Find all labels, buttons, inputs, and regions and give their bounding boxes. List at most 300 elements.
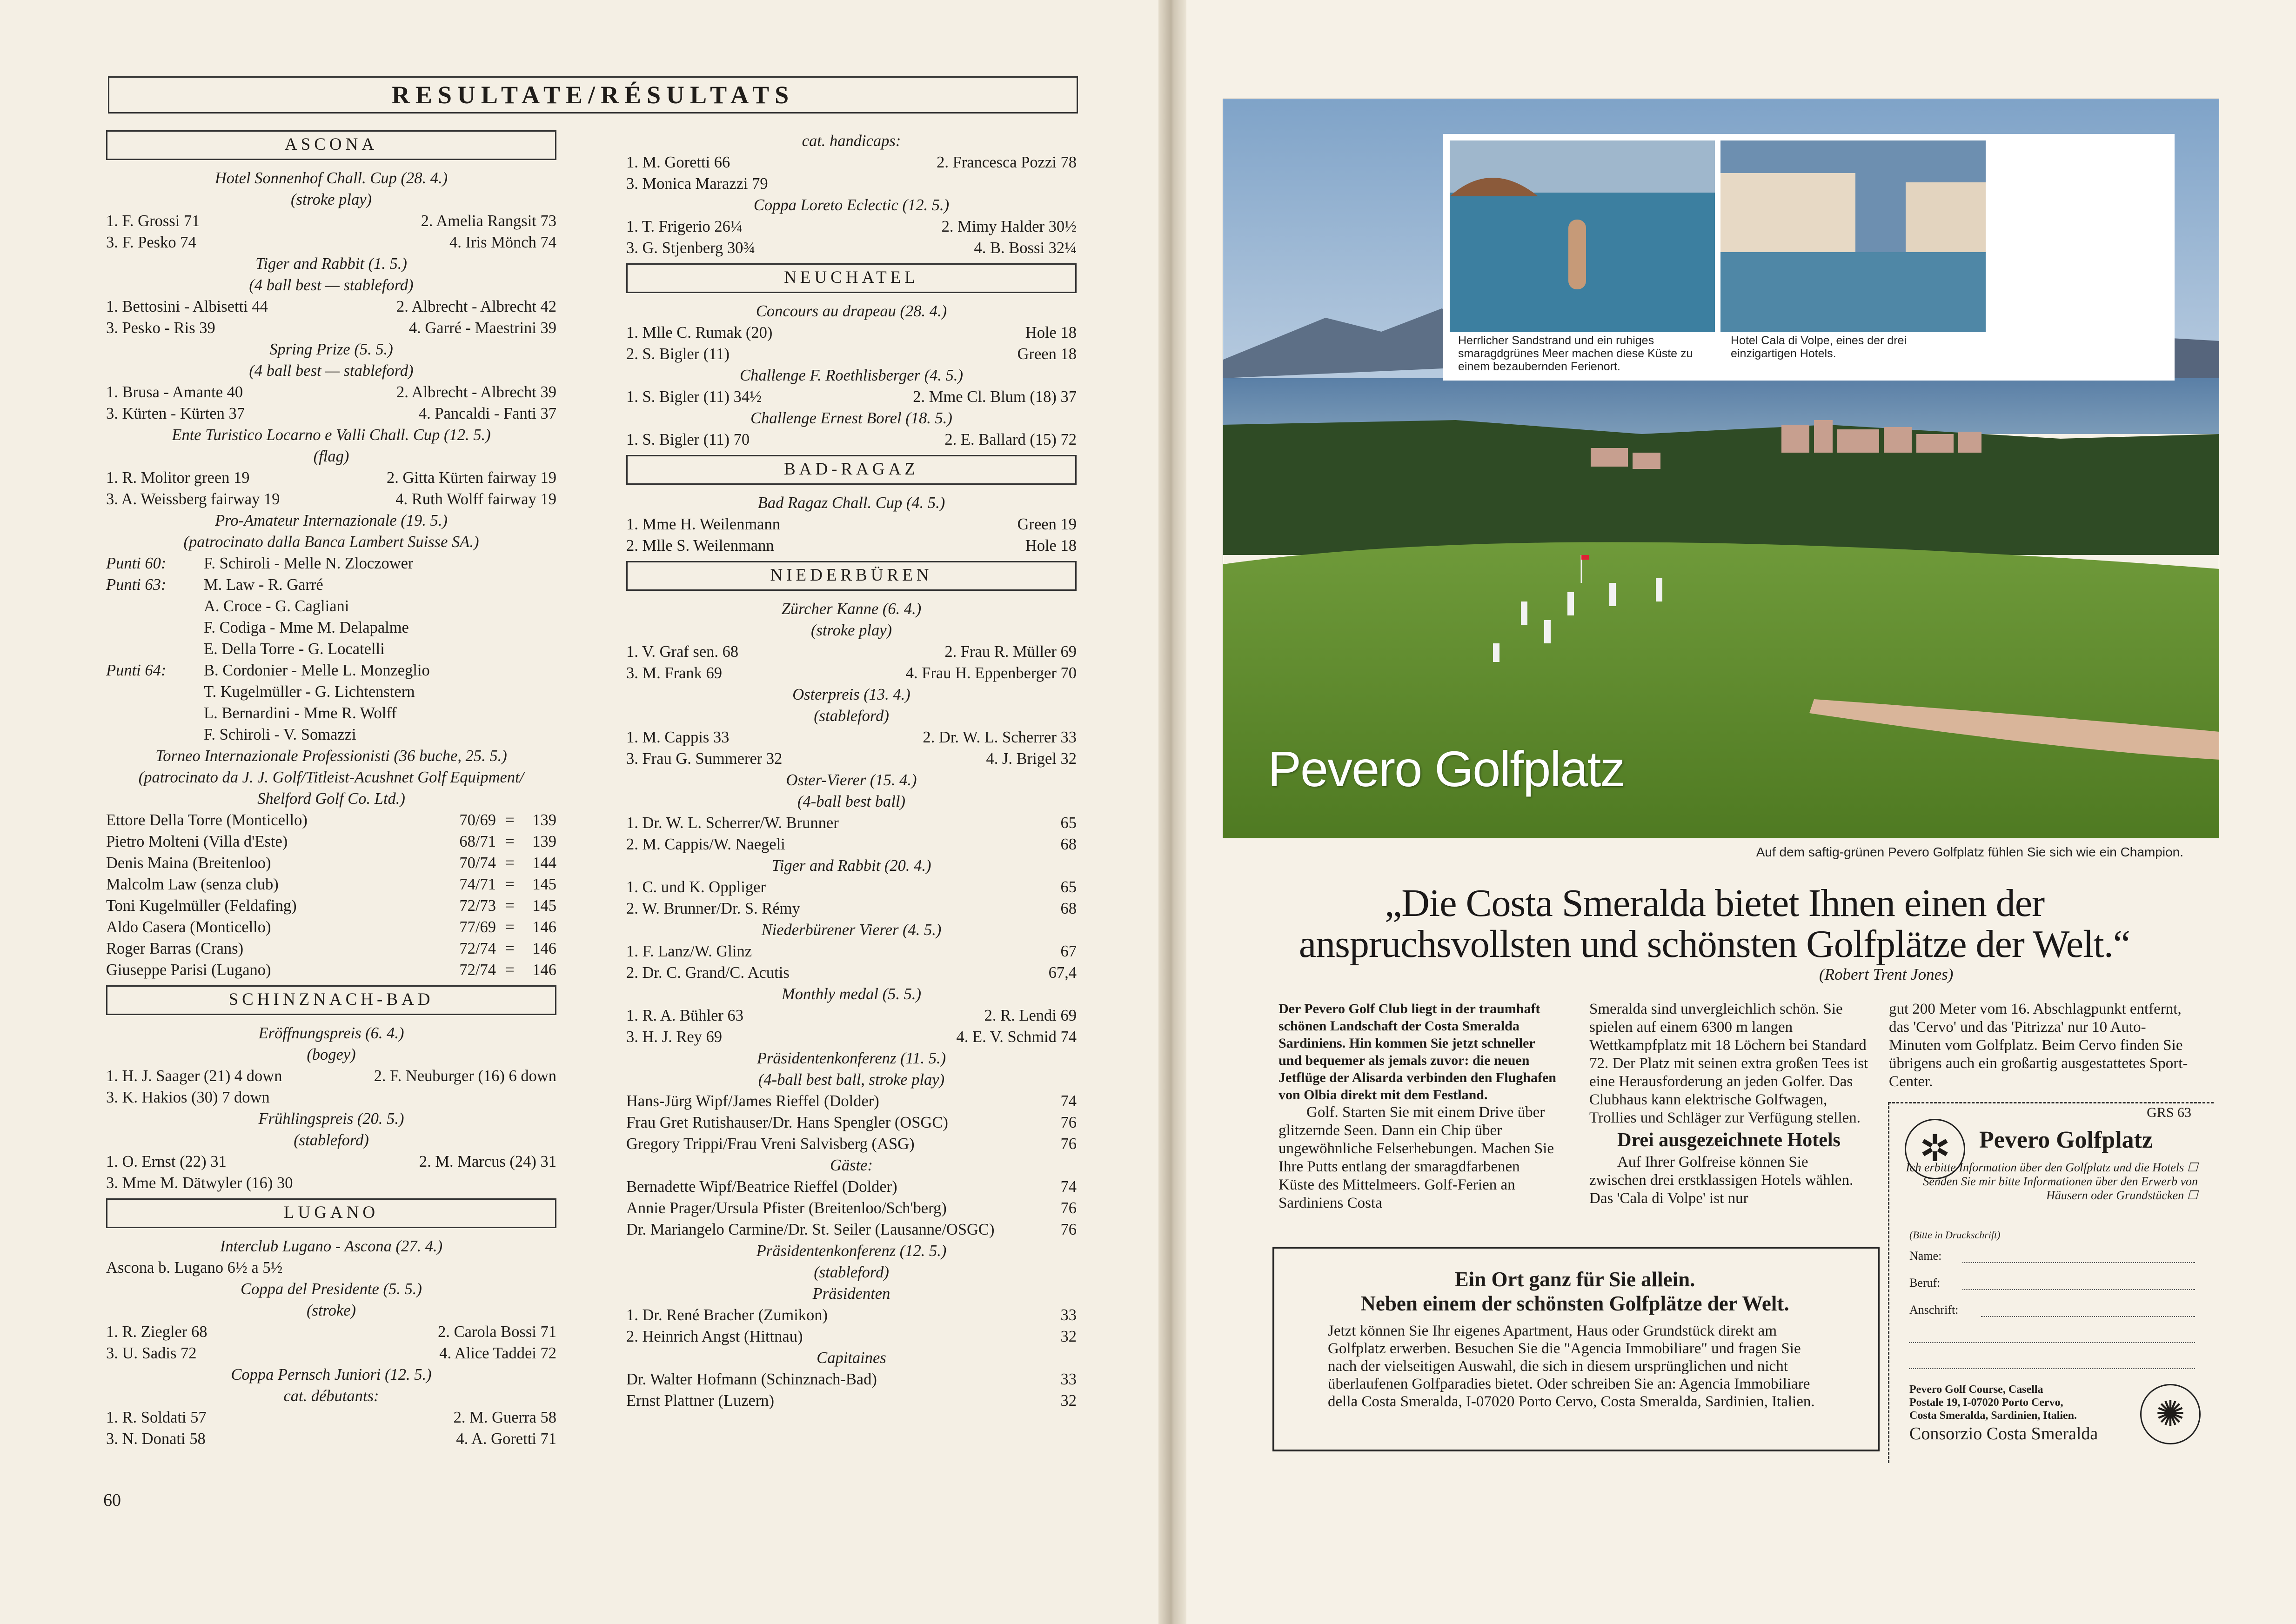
page-number: 60 bbox=[103, 1490, 121, 1510]
group-label: Präsidenten bbox=[812, 1285, 890, 1303]
result-left: 1. R. A. Bühler 63 bbox=[626, 1007, 744, 1024]
result-left: 1. H. J. Saager (21) 4 down bbox=[106, 1067, 282, 1085]
rounds: 70/69 bbox=[459, 811, 496, 829]
total: 146 bbox=[532, 940, 556, 957]
result-right: 4. Alice Taddei 72 bbox=[439, 1344, 556, 1362]
result-row bbox=[626, 898, 1077, 919]
rounds: 72/74 bbox=[459, 961, 496, 979]
pro-am-row bbox=[106, 617, 556, 638]
result-right: 4. Frau H. Eppenberger 70 bbox=[905, 664, 1077, 682]
photo-caption: Auf dem saftig-grünen Pevero Golfplatz fühlen Sie sich wie ein Champion. bbox=[1756, 845, 2183, 859]
result-row bbox=[626, 1197, 1077, 1219]
result-row bbox=[626, 962, 1077, 983]
result-right: 68 bbox=[1060, 900, 1077, 917]
real-estate-box bbox=[1272, 1247, 1880, 1451]
result-row bbox=[626, 727, 1077, 748]
result-row bbox=[626, 514, 1077, 535]
result-right: 33 bbox=[1060, 1370, 1077, 1388]
inset-hotel-building bbox=[1720, 173, 1855, 252]
section-header-schinznach: SCHINZNACH-BAD bbox=[106, 985, 556, 1015]
score-row bbox=[106, 809, 556, 831]
result-left: 1. Brusa - Amante 40 bbox=[106, 383, 243, 401]
result-right: 76 bbox=[1060, 1199, 1077, 1217]
page-title: RESULTATE/RÉSULTATS bbox=[108, 76, 1078, 114]
result-row bbox=[626, 343, 1077, 365]
name-field[interactable] bbox=[1962, 1262, 2195, 1263]
box-text: Jetzt können Sie Ihr eigenes Apartment, Haus oder Grundstück direkt am Golfplatz erwerben. Besuchen Sie die "Agencia Immobiliare" und fragen Sie nach der vielseitigen Auswahl, die sich in diesem ursprünglichen und nicht überlaufenen Golfparadies bietet. Oder schreiben Sie an: Agencia Immobiliare della Costa Smeralda, I-07020 Porto Cervo, Costa Smeralda, Sardinien, Italien. bbox=[1328, 1323, 1815, 1410]
equals: = bbox=[505, 897, 515, 915]
result-left: 2. W. Brunner/Dr. S. Rémy bbox=[626, 900, 800, 917]
result-right: Green 19 bbox=[1017, 515, 1077, 533]
beruf-field-label: Beruf: bbox=[1909, 1276, 1941, 1290]
points-label: Punti 60: bbox=[106, 555, 167, 572]
section-header-neuchatel: NEUCHATEL bbox=[626, 263, 1077, 293]
event-title: Interclub Lugano - Ascona (27. 4.) bbox=[220, 1237, 443, 1255]
result-left: 3. A. Weissberg fairway 19 bbox=[106, 490, 280, 508]
event-title: Niederbürener Vierer (4. 5.) bbox=[761, 921, 942, 939]
player: Pietro Molteni (Villa d'Este) bbox=[106, 833, 288, 850]
event-title: Coppa del Presidente (5. 5.) bbox=[241, 1280, 422, 1298]
player: Aldo Casera (Monticello) bbox=[106, 918, 271, 936]
result-left: 1. Mme H. Weilenmann bbox=[626, 515, 780, 533]
result-left: Frau Gret Rutishauser/Dr. Hans Spengler (OSGC) bbox=[626, 1114, 948, 1131]
result-left: 1. S. Bigler (11) 34½ bbox=[626, 388, 762, 406]
coupon-request: Ich erbitte Information über den Golfplatz und die Hotels ☐ Senden Sie mir bitte Informationen über den Erwerb von Häusern oder Grundstücken ☐ bbox=[1906, 1161, 2198, 1202]
event-title: Torneo Internazionale Professionisti (36 buche, 25. 5.) bbox=[155, 747, 507, 765]
result-row bbox=[626, 834, 1077, 855]
result-left: 1. M. Cappis 33 bbox=[626, 728, 730, 746]
result-row bbox=[106, 488, 556, 510]
event-sponsor: (patrocinato da J. J. Golf/Titleist-Acushnet Golf Equipment/ bbox=[138, 769, 524, 786]
event-title: Tiger and Rabbit (1. 5.) bbox=[255, 255, 407, 273]
result-row bbox=[626, 173, 1077, 194]
result-row bbox=[106, 1407, 556, 1428]
result-row bbox=[106, 1321, 556, 1343]
result-left: 1. Mlle C. Rumak (20) bbox=[626, 324, 773, 341]
result-left: Hans-Jürg Wipf/James Rieffel (Dolder) bbox=[626, 1092, 879, 1110]
result-right: 33 bbox=[1060, 1306, 1077, 1324]
beruf-field[interactable] bbox=[1962, 1289, 2195, 1290]
result-right: 2. Mme Cl. Blum (18) 37 bbox=[913, 388, 1077, 406]
result-left: Dr. Walter Hofmann (Schinznach-Bad) bbox=[626, 1370, 877, 1388]
points-label bbox=[106, 595, 204, 617]
pro-am-row bbox=[106, 595, 556, 617]
inset-beach-caption: Herrlicher Sandstrand und ein ruhiges smaragdgrünes Meer machen diese Küste zu einem bezaubernden Ferienort. bbox=[1458, 334, 1693, 373]
result-right: 4. Ruth Wolff fairway 19 bbox=[395, 490, 556, 508]
result-right: 32 bbox=[1060, 1392, 1077, 1410]
result-row bbox=[106, 296, 556, 317]
result-right: 2. Frau R. Müller 69 bbox=[944, 643, 1077, 661]
equals: = bbox=[505, 875, 515, 893]
result-row bbox=[106, 1257, 556, 1278]
result-left: 1. F. Lanz/W. Glinz bbox=[626, 942, 752, 960]
result-left: Ascona b. Lugano 6½ a 5½ bbox=[106, 1259, 283, 1276]
result-left: 1. R. Ziegler 68 bbox=[106, 1323, 208, 1341]
player: Denis Maina (Breitenloo) bbox=[106, 854, 271, 872]
equals: = bbox=[505, 811, 515, 829]
player: Malcolm Law (senza club) bbox=[106, 875, 279, 893]
score-row bbox=[106, 938, 556, 959]
event-format: (stableford) bbox=[814, 707, 889, 725]
result-right: Hole 18 bbox=[1025, 537, 1077, 555]
result-left: Gregory Trippi/Frau Vreni Salvisberg (ASG) bbox=[626, 1135, 915, 1153]
ad-body-2: Smeralda sind unvergleichlich schön. Sie spielen auf einem 6300 m langen Wettkampfplatz mit 18 Löchern bei Standard 72. Der Platz mit seinen extra großen Tees ist eine Herausforderung an jeden Golfer. Das Clubhaus kann elektrische Golfwagen, Trollies und Schläger zur Verfügung stellen. bbox=[1589, 1001, 1868, 1126]
pro-am-row bbox=[106, 702, 556, 724]
ad-intro: Der Pevero Golf Club liegt in der traumhaft schönen Landschaft der Costa Smeralda Sardiniens. Hin kommen Sie jetzt schneller und bequemer als jemals zuvor: die neuen Jetflüge der Alisarda verbinden den Flughafen von Olbia direkt mit dem Festland. bbox=[1279, 1001, 1556, 1103]
score-row bbox=[106, 959, 556, 981]
result-right: 4. E. V. Schmid 74 bbox=[956, 1028, 1077, 1046]
result-row bbox=[106, 1151, 556, 1172]
pro-am-row bbox=[106, 638, 556, 660]
pro-am-row bbox=[106, 574, 556, 595]
quote-line-1: „Die Costa Smeralda bietet Ihnen einen der bbox=[1384, 882, 2045, 925]
result-right: 67 bbox=[1060, 942, 1077, 960]
result-left: 3. G. Stjenberg 30¾ bbox=[626, 239, 756, 257]
event-title: Präsidentenkonferenz (12. 5.) bbox=[756, 1242, 947, 1260]
event-format: (4-ball best ball) bbox=[797, 793, 905, 810]
result-left: 1. O. Ernst (22) 31 bbox=[106, 1153, 227, 1170]
event-title: Frühlingspreis (20. 5.) bbox=[258, 1110, 404, 1128]
coupon-print-hint: (Bitte in Druckschrift) bbox=[1909, 1229, 2001, 1241]
total: 139 bbox=[532, 811, 556, 829]
result-row bbox=[626, 237, 1077, 259]
result-right: 2. R. Lendi 69 bbox=[984, 1007, 1077, 1024]
event-format: (4-ball best ball, stroke play) bbox=[758, 1071, 945, 1089]
ad-body-1: Golf. Starten Sie mit einem Drive über glitzernde Seen. Dann ein Chip über ungewöhnliche Felserhebungen. Machen Sie Ihre Putts entlang der smaragdfarbenen Küste des Mittelmeers. Golf-Ferien an Sardiniens Costa bbox=[1279, 1104, 1554, 1211]
result-row bbox=[626, 535, 1077, 556]
name-field-label: Name: bbox=[1909, 1249, 1942, 1263]
points-label: Punti 63: bbox=[106, 576, 167, 594]
result-left: 3. F. Pesko 74 bbox=[106, 234, 196, 251]
points-label bbox=[106, 681, 204, 702]
event-format: cat. débutants: bbox=[283, 1387, 379, 1405]
rounds: 68/71 bbox=[459, 833, 496, 850]
coupon-address-line-3: Costa Smeralda, Sardinien, Italien. bbox=[1909, 1410, 2077, 1422]
pair-names: E. Della Torre - G. Locatelli bbox=[204, 640, 385, 658]
event-format: (stableford) bbox=[294, 1131, 369, 1149]
event-title: Coppa Loreto Eclectic (12. 5.) bbox=[753, 196, 950, 214]
pro-am-list bbox=[106, 553, 556, 745]
event-title: Concours au drapeau (28. 4.) bbox=[756, 302, 947, 320]
ad-body-3: Auf Ihrer Golfreise können Sie zwischen drei erstklassigen Hotels wählen. Das 'Cala di Volpe' ist nur bbox=[1589, 1154, 1854, 1207]
result-right: 4. J. Brigel 32 bbox=[986, 750, 1077, 768]
event-format: (stroke play) bbox=[290, 191, 372, 208]
score-row bbox=[106, 895, 556, 916]
result-row bbox=[626, 1005, 1077, 1026]
event-format: (stroke play) bbox=[810, 622, 892, 639]
result-right: 2. Carola Bossi 71 bbox=[438, 1323, 556, 1341]
total: 145 bbox=[532, 875, 556, 893]
result-left: 3. N. Donati 58 bbox=[106, 1430, 206, 1448]
result-row bbox=[106, 381, 556, 403]
result-row bbox=[626, 641, 1077, 662]
result-left: Dr. Mariangelo Carmine/Dr. St. Seiler (Lausanne/OSGC) bbox=[626, 1221, 995, 1238]
section-header-bad-ragaz: BAD-RAGAZ bbox=[626, 455, 1077, 485]
result-left: Annie Prager/Ursula Pfister (Breitenloo/Sch'berg) bbox=[626, 1199, 947, 1217]
ad-hotels-heading: Drei ausgezeichnete Hotels bbox=[1617, 1129, 1841, 1151]
result-row bbox=[106, 1065, 556, 1087]
score-row bbox=[106, 852, 556, 874]
result-row bbox=[626, 1390, 1077, 1411]
result-row bbox=[626, 1369, 1077, 1390]
pair-names: T. Kugelmüller - G. Lichtenstern bbox=[204, 683, 415, 701]
result-left: 3. H. J. Rey 69 bbox=[626, 1028, 723, 1046]
result-row bbox=[626, 1219, 1077, 1240]
event-title: Tiger and Rabbit (20. 4.) bbox=[771, 857, 931, 875]
result-left: 1. Bettosini - Albisetti 44 bbox=[106, 298, 268, 315]
result-left: 1. F. Grossi 71 bbox=[106, 212, 200, 230]
player: Toni Kugelmüller (Feldafing) bbox=[106, 897, 297, 915]
box-title-2: Neben einem der schönsten Golfplätze der Welt. bbox=[1360, 1292, 1789, 1315]
total: 145 bbox=[532, 897, 556, 915]
event-title: Ente Turistico Locarno e Valli Chall. Cup (12. 5.) bbox=[172, 426, 491, 444]
points-label bbox=[106, 702, 204, 724]
pro-am-row bbox=[106, 724, 556, 745]
event-format: (stroke) bbox=[306, 1302, 356, 1319]
result-right: 2. M. Marcus (24) 31 bbox=[419, 1153, 556, 1170]
result-left: 1. Dr. W. L. Scherrer/W. Brunner bbox=[626, 814, 839, 832]
pro-am-row bbox=[106, 660, 556, 681]
coupon-address bbox=[1909, 1383, 2077, 1422]
event-title: Pro-Amateur Internazionale (19. 5.) bbox=[215, 512, 448, 529]
coupon-cut-line-vertical bbox=[1888, 1102, 1889, 1463]
result-left: 3. Kürten - Kürten 37 bbox=[106, 405, 245, 422]
result-left: 3. M. Frank 69 bbox=[626, 664, 723, 682]
result-row bbox=[626, 1304, 1077, 1326]
points-label bbox=[106, 617, 204, 638]
guests-label: Gäste: bbox=[830, 1156, 873, 1174]
event-format: (stableford) bbox=[814, 1263, 889, 1281]
event-title: Bad Ragaz Chall. Cup (4. 5.) bbox=[757, 494, 945, 512]
result-right: 65 bbox=[1060, 878, 1077, 896]
anschrift-field[interactable] bbox=[1981, 1316, 2195, 1317]
result-left: 2. Mlle S. Weilenmann bbox=[626, 537, 774, 555]
event-title: Eröffnungspreis (6. 4.) bbox=[258, 1024, 404, 1042]
equals: = bbox=[505, 961, 515, 979]
result-left: 1. R. Molitor green 19 bbox=[106, 469, 250, 487]
result-left: Ernst Plattner (Luzern) bbox=[626, 1392, 775, 1410]
event-format: (patrocinato dalla Banca Lambert Suisse SA.) bbox=[183, 533, 479, 551]
equals: = bbox=[505, 918, 515, 936]
result-row bbox=[626, 386, 1077, 408]
result-row bbox=[626, 1326, 1077, 1347]
inset-hotel-caption: Hotel Cala di Volpe, eines der drei einzigartigen Hotels. bbox=[1731, 334, 1907, 360]
result-row bbox=[106, 403, 556, 424]
result-right: 2. E. Ballard (15) 72 bbox=[944, 431, 1077, 448]
result-left: 1. V. Graf sen. 68 bbox=[626, 643, 739, 661]
result-left: 3. K. Hakios (30) 7 down bbox=[106, 1089, 270, 1106]
result-left: 3. U. Sadis 72 bbox=[106, 1344, 197, 1362]
inset-beach-swimmer bbox=[1568, 220, 1586, 289]
result-right: 4. A. Goretti 71 bbox=[456, 1430, 556, 1448]
event-title: Oster-Vierer (15. 4.) bbox=[786, 771, 917, 789]
points-label bbox=[106, 724, 204, 745]
ad-column-2 bbox=[1589, 1000, 1868, 1208]
quote-attribution: (Robert Trent Jones) bbox=[1819, 965, 1954, 983]
pair-names: B. Cordonier - Melle L. Monzeglio bbox=[204, 662, 430, 679]
result-right: 2. Francesca Pozzi 78 bbox=[937, 154, 1077, 171]
rounds: 77/69 bbox=[459, 918, 496, 936]
result-row bbox=[626, 1026, 1077, 1048]
result-left: 1. S. Bigler (11) 70 bbox=[626, 431, 750, 448]
total: 146 bbox=[532, 961, 556, 979]
reply-coupon[interactable] bbox=[1888, 1091, 2214, 1463]
result-row bbox=[626, 429, 1077, 450]
inset-hotel-water bbox=[1720, 252, 1986, 332]
points-label: Punti 64: bbox=[106, 662, 167, 679]
pair-names: F. Codiga - Mme M. Delapalme bbox=[204, 619, 409, 636]
result-right: 2. Albrecht - Albrecht 42 bbox=[396, 298, 556, 315]
result-right: 65 bbox=[1060, 814, 1077, 832]
result-row bbox=[106, 210, 556, 232]
book-gutter bbox=[1158, 0, 1186, 1624]
player: Roger Barras (Crans) bbox=[106, 940, 244, 957]
equals: = bbox=[505, 854, 515, 872]
event-title: Spring Prize (5. 5.) bbox=[269, 341, 393, 358]
event-format: cat. handicaps: bbox=[802, 132, 901, 150]
result-row bbox=[626, 1176, 1077, 1197]
ad-body-4: gut 200 Meter vom 16. Abschlagpunkt entfernt, das 'Cervo' und das 'Pitrizza' nur 10 Auto-Minuten vom Golfplatz. Beim Cervo finden Sie übrigens auch ein großartig ausgestattetes Sport-Center. bbox=[1889, 1001, 2188, 1090]
points-label bbox=[106, 638, 204, 660]
event-format: (4 ball best — stableford) bbox=[249, 362, 414, 380]
result-right: 32 bbox=[1060, 1328, 1077, 1345]
event-title: Zürcher Kanne (6. 4.) bbox=[781, 600, 922, 618]
result-right: 2. Albrecht - Albrecht 39 bbox=[396, 383, 556, 401]
result-right: 2. Mimy Halder 30½ bbox=[941, 218, 1077, 235]
rounds: 72/73 bbox=[459, 897, 496, 915]
result-right: 76 bbox=[1060, 1114, 1077, 1131]
group-label: Capitaines bbox=[817, 1349, 886, 1367]
event-title: Coppa Pernsch Juniori (12. 5.) bbox=[231, 1366, 432, 1383]
result-right: 4. B. Bossi 32¼ bbox=[974, 239, 1077, 257]
event-title: Osterpreis (13. 4.) bbox=[792, 686, 910, 703]
event-title: Challenge Ernest Borel (18. 5.) bbox=[750, 409, 952, 427]
result-right: 2. M. Guerra 58 bbox=[453, 1409, 556, 1426]
event-sponsor: Shelford Golf Co. Ltd.) bbox=[257, 790, 405, 808]
result-left: 3. Monica Marazzi 79 bbox=[626, 175, 768, 193]
results-column-1 bbox=[106, 130, 556, 1450]
result-left: 2. M. Cappis/W. Naegeli bbox=[626, 835, 785, 853]
anschrift-field-3[interactable] bbox=[1909, 1368, 2195, 1369]
result-row bbox=[106, 317, 556, 339]
event-format: (flag) bbox=[313, 448, 349, 465]
result-row bbox=[106, 1343, 556, 1364]
equals: = bbox=[505, 833, 515, 850]
player: Giuseppe Parisi (Lugano) bbox=[106, 961, 271, 979]
rounds: 74/71 bbox=[459, 875, 496, 893]
result-left: 3. Frau G. Summerer 32 bbox=[626, 750, 783, 768]
score-row bbox=[106, 916, 556, 938]
ad-column-3 bbox=[1889, 1000, 2196, 1091]
quote-line-2: anspruchsvollsten und schönsten Golfplätze der Welt.“ bbox=[1299, 922, 2130, 966]
pair-names: F. Schiroli - V. Somazzi bbox=[204, 726, 356, 743]
pro-scores-table bbox=[106, 809, 556, 981]
result-left: 2. Dr. C. Grand/C. Acutis bbox=[626, 964, 790, 982]
score-row bbox=[106, 874, 556, 895]
result-row bbox=[106, 232, 556, 253]
result-right: 74 bbox=[1060, 1092, 1077, 1110]
rounds: 72/74 bbox=[459, 940, 496, 957]
result-row bbox=[626, 216, 1077, 237]
result-left: 2. S. Bigler (11) bbox=[626, 345, 730, 363]
result-left: 1. M. Goretti 66 bbox=[626, 154, 730, 171]
result-row bbox=[106, 467, 556, 488]
result-left: 1. Dr. René Bracher (Zumikon) bbox=[626, 1306, 828, 1324]
consorzio-emblem-icon: ✺ bbox=[2140, 1384, 2201, 1444]
rounds: 70/74 bbox=[459, 854, 496, 872]
event-format: (4 ball best — stableford) bbox=[249, 276, 414, 294]
result-row bbox=[626, 322, 1077, 343]
event-title: Hotel Sonnenhof Chall. Cup (28. 4.) bbox=[214, 169, 448, 187]
event-format: (bogey) bbox=[307, 1046, 356, 1063]
result-left: Bernadette Wipf/Beatrice Rieffel (Dolder) bbox=[626, 1178, 897, 1196]
result-row bbox=[626, 1090, 1077, 1112]
pro-am-row bbox=[106, 553, 556, 574]
trees bbox=[1223, 420, 2219, 555]
result-right: 2. Gitta Kürten fairway 19 bbox=[386, 469, 556, 487]
result-left: 1. R. Soldati 57 bbox=[106, 1409, 207, 1426]
result-right: 4. Garré - Maestrini 39 bbox=[408, 319, 556, 337]
result-left: 2. Heinrich Angst (Hittnau) bbox=[626, 1328, 803, 1345]
result-right: 76 bbox=[1060, 1221, 1077, 1238]
pair-names: F. Schiroli - Melle N. Zloczower bbox=[204, 555, 414, 572]
result-left: 3. Pesko - Ris 39 bbox=[106, 319, 215, 337]
pevero-logo-icon: ✲ bbox=[1905, 1119, 1965, 1179]
result-right: 74 bbox=[1060, 1178, 1077, 1196]
result-row bbox=[106, 1087, 556, 1108]
pair-names: L. Bernardini - Mme R. Wolff bbox=[204, 704, 397, 722]
result-row bbox=[626, 662, 1077, 684]
pair-names: M. Law - R. Garré bbox=[204, 576, 323, 594]
result-left: 3. Mme M. Dätwyler (16) 30 bbox=[106, 1174, 293, 1192]
result-row bbox=[626, 1112, 1077, 1133]
pair-names: A. Croce - G. Cagliani bbox=[204, 597, 349, 615]
box-title-1: Ein Ort ganz für Sie allein. bbox=[1454, 1268, 1695, 1291]
result-right: 4. Iris Mönch 74 bbox=[449, 234, 556, 251]
result-row bbox=[106, 1172, 556, 1194]
result-right: 76 bbox=[1060, 1135, 1077, 1153]
equals: = bbox=[505, 940, 515, 957]
total: 146 bbox=[532, 918, 556, 936]
event-title: Monthly medal (5. 5.) bbox=[782, 985, 921, 1003]
result-row bbox=[626, 152, 1077, 173]
result-right: 2. Dr. W. L. Scherrer 33 bbox=[923, 728, 1077, 746]
total: 139 bbox=[532, 833, 556, 850]
player: Ettore Della Torre (Monticello) bbox=[106, 811, 308, 829]
result-row bbox=[626, 1133, 1077, 1155]
result-row bbox=[626, 941, 1077, 962]
coupon-address-line-1: Pevero Golf Course, Casella bbox=[1909, 1383, 2043, 1396]
ad-column-1 bbox=[1279, 1000, 1558, 1212]
section-header-ascona: ASCONA bbox=[106, 130, 556, 160]
result-right: Hole 18 bbox=[1025, 324, 1077, 341]
section-header-lugano: LUGANO bbox=[106, 1198, 556, 1228]
result-left: 1. T. Frigerio 26¼ bbox=[626, 218, 743, 235]
result-row bbox=[626, 748, 1077, 769]
score-row bbox=[106, 831, 556, 852]
headline-quote bbox=[1228, 883, 2201, 965]
section-header-niederbueren: NIEDERBÜREN bbox=[626, 561, 1077, 591]
flag bbox=[1581, 555, 1589, 560]
result-right: 68 bbox=[1060, 835, 1077, 853]
coupon-cut-line bbox=[1888, 1102, 2214, 1103]
anschrift-field-label: Anschrift: bbox=[1909, 1303, 1959, 1317]
anschrift-field-2[interactable] bbox=[1909, 1342, 2195, 1343]
result-right: 67,4 bbox=[1048, 964, 1077, 982]
results-column-2 bbox=[626, 130, 1077, 1411]
coupon-footer: Consorzio Costa Smeralda bbox=[1909, 1424, 2098, 1444]
result-right: 4. Pancaldi - Fanti 37 bbox=[418, 405, 556, 422]
